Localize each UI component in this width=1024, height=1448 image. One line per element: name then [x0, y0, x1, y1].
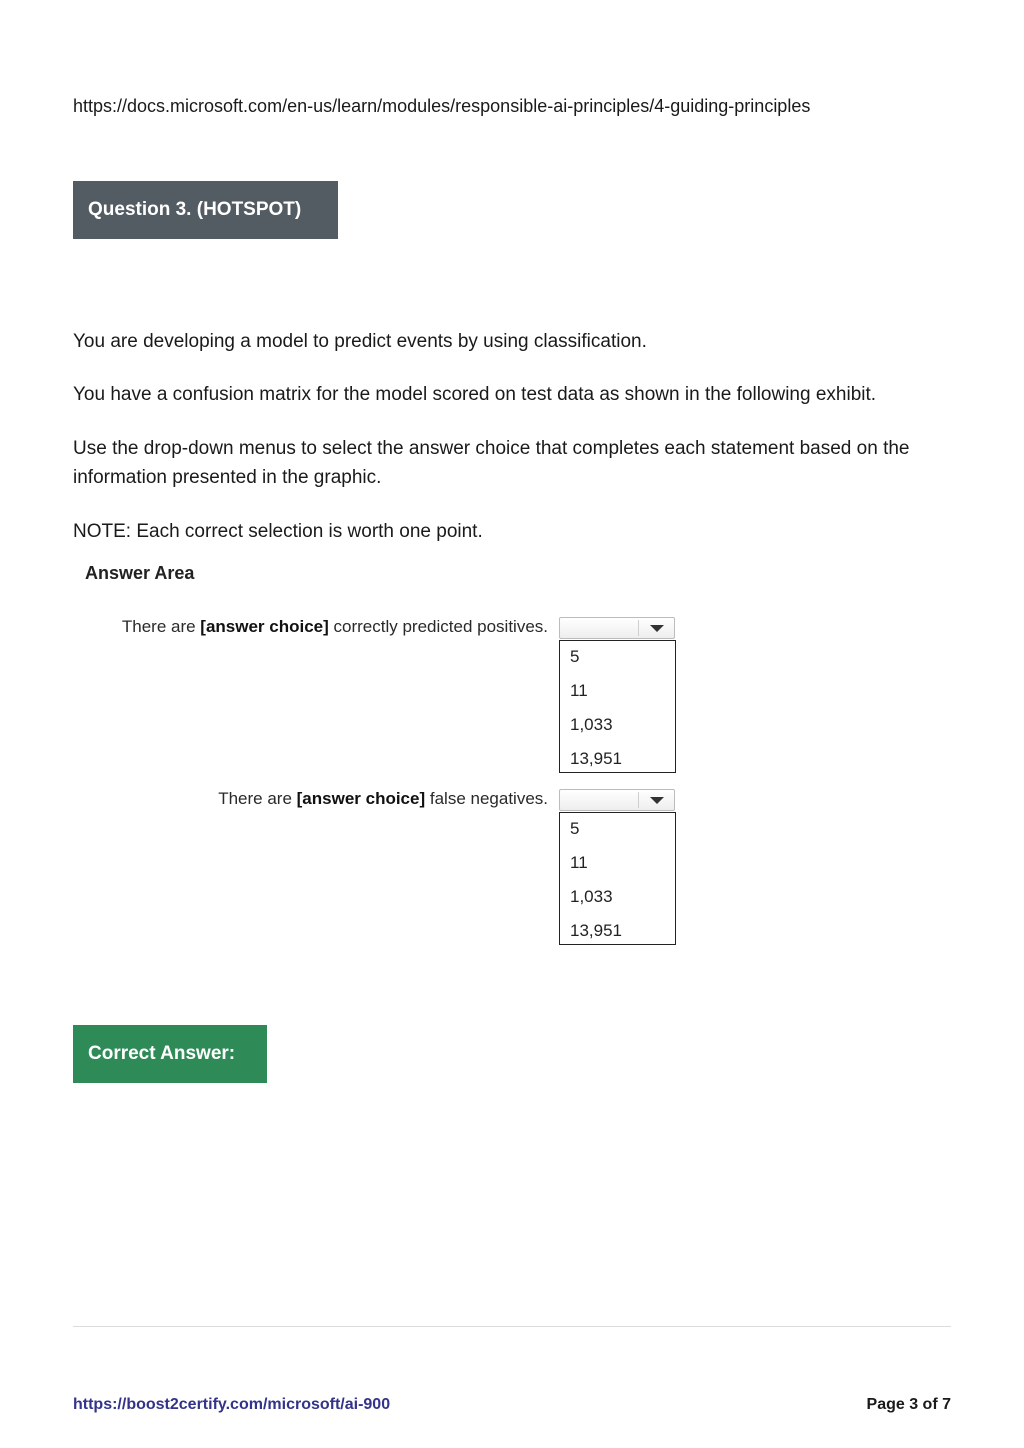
- dropdown-separator: [638, 620, 639, 636]
- statement-suffix: false negatives.: [425, 789, 548, 808]
- source-url-link[interactable]: https://docs.microsoft.com/en-us/learn/modules/responsible-ai-principles/4-guiding-principles: [73, 96, 811, 116]
- answer-area-title: Answer Area: [85, 563, 195, 583]
- correct-answer-badge: Correct Answer:: [73, 1025, 267, 1083]
- positives-dropdown[interactable]: [559, 617, 675, 639]
- statement-answer-choice: [answer choice]: [296, 789, 426, 808]
- statement-positives: [122, 617, 548, 637]
- instructions-paragraph: Use the drop-down menus to select the answer choice that completes each statement based on the information presented in the graphic.: [73, 438, 910, 488]
- exhibit-paragraph: You have a confusion matrix for the model scored on test data as shown in the following exhibit.: [73, 384, 877, 405]
- statement-prefix: There are: [218, 789, 297, 808]
- false-negatives-dropdown[interactable]: [559, 789, 675, 811]
- statement-false-negatives: [218, 789, 548, 809]
- statement-suffix: correctly predicted positives.: [328, 617, 548, 636]
- dropdown-option[interactable]: 1,033: [570, 715, 613, 734]
- footer-link[interactable]: https://boost2certify.com/microsoft/ai-900: [73, 1396, 391, 1413]
- dropdown-option[interactable]: 13,951: [570, 749, 622, 768]
- dropdown-option[interactable]: 5: [570, 647, 580, 666]
- dropdown-option[interactable]: 5: [570, 819, 580, 838]
- false-negatives-options-list: [559, 812, 676, 945]
- chevron-down-icon[interactable]: [650, 625, 664, 632]
- page-number: Page 3 of 7: [866, 1396, 951, 1413]
- dropdown-separator: [638, 792, 639, 808]
- note-paragraph: NOTE: Each correct selection is worth one point.: [73, 521, 483, 542]
- intro-paragraph: You are developing a model to predict events by using classification.: [73, 331, 647, 352]
- dropdown-option[interactable]: 11: [570, 681, 588, 700]
- statement-answer-choice: [answer choice]: [200, 617, 329, 636]
- dropdown-option[interactable]: 1,033: [570, 887, 613, 906]
- question-badge: Question 3. (HOTSPOT): [73, 181, 338, 239]
- statement-prefix: There are: [121, 617, 201, 636]
- footer-divider: [73, 1326, 951, 1327]
- positives-options-list: [559, 640, 676, 773]
- dropdown-option[interactable]: 11: [570, 853, 588, 872]
- chevron-down-icon[interactable]: [650, 797, 664, 804]
- dropdown-option[interactable]: 13,951: [570, 921, 622, 940]
